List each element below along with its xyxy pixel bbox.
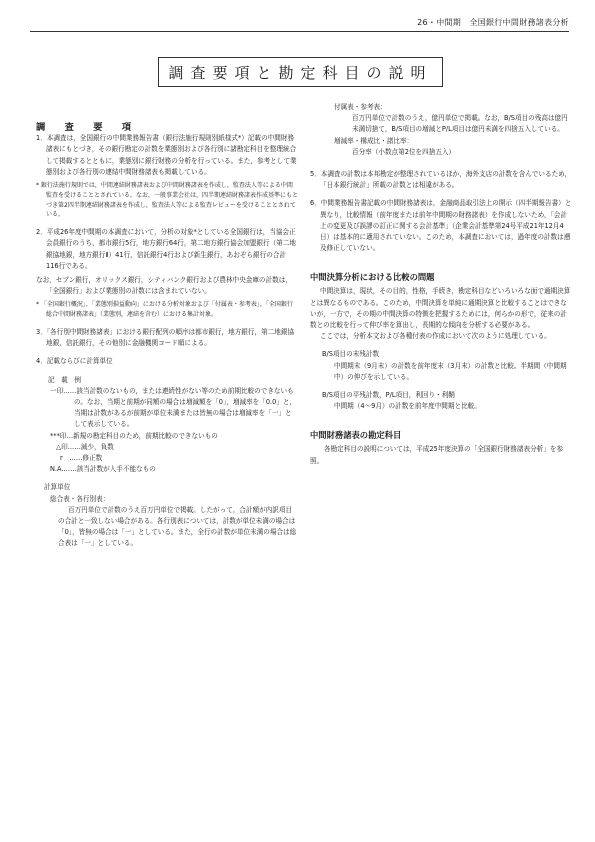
legend-asterisk: ***印…新規の勘定科目のため，前期比較のできないもの xyxy=(50,431,218,440)
legend-na: N.A.……該当計数が入手不能なもの xyxy=(50,465,156,474)
bs-average-text: 中間期（4～9月）の計数を前年度中間期と比較。 xyxy=(334,402,481,411)
note-2: * 「全国銀行概況」，「業態別損益動向」における分析対象および「付属表・参考表」，「全国銀行総合中間財務諸表」（業態別，連結を含む）における集計対象。 xyxy=(36,301,293,319)
legend-r: r ……修正数 xyxy=(60,454,103,463)
legend-title: 記 載 例 xyxy=(48,375,81,384)
item-5: 5．本調査の計数は本邦勘定が整理されているほか，海外支店の計数を含んでいるため，「日本銀行統計」所載の計数とは相違がある。 xyxy=(310,170,572,190)
ratio-text: 百分率（小数点第2位を四捨五入） xyxy=(352,147,456,156)
ratio-subtitle: 増減率・構成比・諸比率： xyxy=(334,136,414,145)
comparison-heading: 中間決算分析における比較の問題 xyxy=(310,272,435,283)
bs-ending-title: B/S項目の末残計数 xyxy=(322,350,380,359)
accounts-heading: 中間財務諸表の勘定科目 xyxy=(310,430,402,441)
accounts-text: 各勘定科目の説明については，平成25年度決算の「全国銀行財務諸表分析」を参照。 xyxy=(310,445,564,465)
bs-average-title: B/S項目の平残計数，P/L項目，利回り・利鞘 xyxy=(322,391,455,400)
item-2: 2．平成26年度中間期の本調査において，分析の対象*としている全国銀行は，当協会正会員銀行のうち，都市銀行5行，地方銀行64行，第二地方銀行協会加盟銀行（第二地銀協地銀，地方銀行Ⅱ）41行，信託銀行4行および新生銀行，あおぞら銀行の合計116行である。 xyxy=(36,228,296,270)
item-4: 4．記載ならびに計算単位 xyxy=(36,357,113,366)
right-column xyxy=(310,102,572,467)
appendix-text: 百万円単位で計数のうえ，億円単位で掲載。なお，B/S項目の残高は億円未満切捨て，B/S項目の増減とP/L項目は億円未満を四捨五入している。 xyxy=(352,114,568,134)
section-title: 調 査 要 項 xyxy=(36,122,137,133)
item-6: 6．中間業務報告書記載の中間財務諸表は，金融商品取引法上の開示（四半期報告書）と異なり，比較情報（前年度または前年中間期の財務諸表）を作成しないため，「会計上の変更及び誤謬の訂正に関する会計基準」（企業会計基準第24号平成21年12月4日）は基本的に適用されていない。このため，本調査においては，過年度の計数は遡及修正していない。 xyxy=(310,199,572,253)
comparison-para-2: ここでは，分析本文および各種付表の作成において次のように処理している。 xyxy=(320,332,551,341)
appendix-subtitle: 付属表・参考表： xyxy=(334,103,387,111)
item-3: 3．「各行別中間財務諸表」における銀行配列の順序は都市銀行，地方銀行，第二地銀協地銀，信託銀行，その他別に金融機関コード順による。 xyxy=(36,328,295,348)
left-column xyxy=(36,122,298,550)
page-title: 調査要項と勘定科目の説明 xyxy=(158,57,443,87)
bs-ending-text: 中間期末（9月末）の計数を前年度末（3月末）の計数と比較。半期間（中間期中）の伸びを示している。 xyxy=(334,361,567,381)
unit-subtitle: 総合表・各行別表： xyxy=(50,494,110,503)
unit-title: 計算単位 xyxy=(44,483,71,492)
header-rule xyxy=(30,31,569,32)
comparison-para-1: 中間決算は，現状，その目的，性格，手続き，勘定科目などいろいろな面で通期決算とは異なるものである。このため，中間決算を単純に通期決算と比較することはできないが，一方で，その期の中間決算の特徴を把握するためには，何らかの形で，従来の計数との比較を行って伸び率を算出し，長期的な傾向を分析する必要がある。 xyxy=(310,287,571,330)
legend-triangle: △印……減少，負数 xyxy=(56,442,114,451)
unit-text: 百万円単位で計数のうえ百万円単位で掲載。したがって，合計額が内訳項目の合計と一致しない場合がある。各行別表については，計数が単位未満の場合は「0」，皆無の場合は「一」としている。また，全行の計数が単位未満の場合は総合表は「一」としている。 xyxy=(58,505,297,548)
item-1: 1．本調査は，全国銀行の中間業務報告書（銀行法施行規則別紙様式*）記載の中間財務諸表にもとづき，その銀行勘定の計数を業態別および各行別に諸勘定科目を整理統合して掲載するとともに，業態別に銀行財務の分析を行っている。また，参考として業態別および各行別の連結中間財務諸表も掲載している。 xyxy=(36,134,297,176)
item-2-note: なお，セブン銀行，オリックス銀行，シティバンク銀行および農林中央金庫の計数は，「全国銀行」および業態別の計数には含まれていない。 xyxy=(36,276,292,296)
note-1: * 銀行法施行規則では，中間連結財務諸表および中間財務諸表を作成し，監査法人等による中間監査を受けることとされている。なお，一般事業会社は，四半期連結財務諸表作成基準にもとづき第2四半期連結財務諸表を作成し，監査法人等による監査レビューを受けることとされている。 xyxy=(36,182,299,219)
running-header: 26・中間期 全国銀行中間財務諸表分析 xyxy=(417,18,569,27)
legend-dash: 一印……該当計数のないもの，または連続性がない等のため前期比較のできないもの。なお，当期と前期が同額の場合は増減額を「0」，増減率を「0.0」と，当期は計数があるが前期が単位未満または皆無の場合は増減率を「一」として表示している。 xyxy=(50,386,297,429)
